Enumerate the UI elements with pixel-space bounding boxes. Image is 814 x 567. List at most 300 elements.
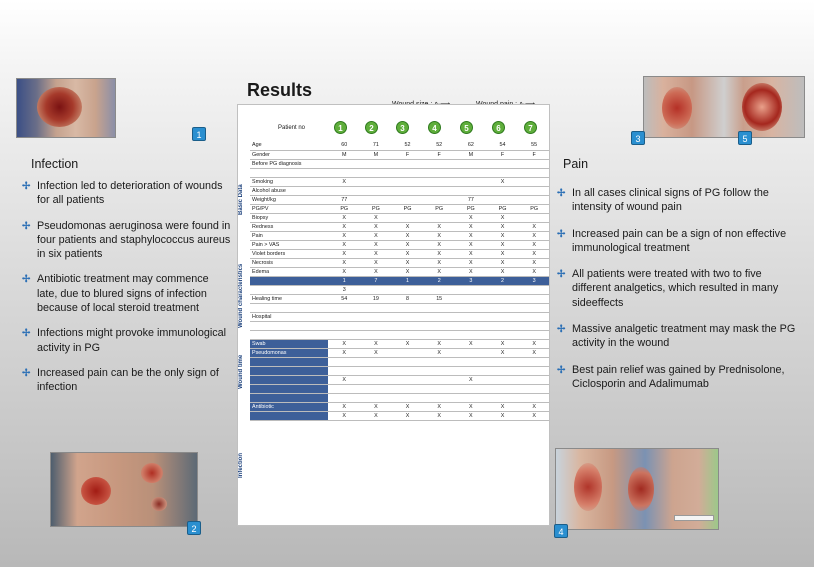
- wound-photo-3: [643, 76, 805, 138]
- table-cell: [487, 393, 519, 402]
- table-row: [250, 303, 550, 312]
- table-row-label: Redness: [250, 222, 328, 231]
- table-cell: [328, 312, 360, 321]
- pain-bullet-text: In all cases clinical signs of PG follow the intensity of wound pain: [572, 187, 769, 214]
- table-cell: X: [518, 240, 550, 249]
- table-cell: X: [423, 267, 455, 276]
- table-cell: [392, 384, 424, 393]
- table-cell: 55: [518, 141, 550, 150]
- table-cell: X: [423, 348, 455, 357]
- table-cell: PG: [518, 204, 550, 213]
- plus-bullet-icon: ✢: [557, 269, 566, 281]
- table-row-label: Alcohol abuse: [250, 186, 328, 195]
- table-row: [250, 258, 550, 267]
- table-cell: X: [487, 402, 519, 411]
- table-row: [250, 294, 550, 303]
- table-row: [250, 402, 550, 411]
- table-row: [250, 366, 550, 375]
- table-row-label: Pain: [250, 231, 328, 240]
- table-cell: 2: [487, 276, 519, 285]
- table-row: [250, 213, 550, 222]
- table-cell: [518, 195, 550, 204]
- table-cell: M: [455, 150, 487, 159]
- table-cell: 52: [423, 141, 455, 150]
- table-cell: [423, 321, 455, 330]
- table-row: [250, 240, 550, 249]
- table-row: [250, 393, 550, 402]
- table-cell: [487, 159, 519, 168]
- table-cell: 3: [518, 276, 550, 285]
- table-cell: [392, 159, 424, 168]
- table-cell: F: [392, 150, 424, 159]
- table-cell: X: [455, 375, 487, 384]
- table-cell: X: [487, 213, 519, 222]
- table-cell: [360, 159, 392, 168]
- table-cell: [423, 159, 455, 168]
- table-cell: X: [328, 240, 360, 249]
- table-cell: PG: [455, 204, 487, 213]
- table-cell: [392, 393, 424, 402]
- table-cell: X: [423, 258, 455, 267]
- table-cell: PG: [360, 204, 392, 213]
- table-cell: 7: [360, 276, 392, 285]
- table-row: [250, 177, 550, 186]
- table-cell: X: [518, 339, 550, 348]
- table-cell: X: [518, 258, 550, 267]
- table-cell: X: [518, 249, 550, 258]
- photo-badge-4: 4: [554, 524, 568, 538]
- table-cell: [487, 384, 519, 393]
- table-cell: X: [360, 240, 392, 249]
- table-cell: [423, 393, 455, 402]
- list-item: [557, 363, 797, 392]
- table-cell: [360, 303, 392, 312]
- table-cell: F: [487, 150, 519, 159]
- table-cell: 60: [328, 141, 360, 150]
- table-row-label: Hospital: [250, 312, 328, 321]
- table-cell: [455, 285, 487, 294]
- list-item: [22, 326, 232, 355]
- table-cell: X: [360, 222, 392, 231]
- table-cell: X: [328, 411, 360, 420]
- table-cell: X: [328, 231, 360, 240]
- section-wound-characteristics: Wound characteristics: [238, 263, 244, 329]
- table-cell: X: [487, 339, 519, 348]
- table-cell: [423, 303, 455, 312]
- table-cell: X: [518, 348, 550, 357]
- table-cell: [360, 168, 392, 177]
- table-row: [250, 159, 550, 168]
- table-row: [250, 312, 550, 321]
- plus-bullet-icon: ✢: [22, 274, 31, 286]
- table-cell: X: [328, 177, 360, 186]
- table-row: [250, 348, 550, 357]
- table-cell: [360, 375, 392, 384]
- pain-bullet-text: Massive analgetic treatment may mask the PG activity in the wound: [572, 323, 796, 350]
- table-cell: X: [392, 402, 424, 411]
- plus-bullet-icon: ✢: [557, 228, 566, 240]
- table-cell: [518, 186, 550, 195]
- list-item: [557, 227, 797, 256]
- table-cell: [518, 357, 550, 366]
- table-cell: X: [328, 375, 360, 384]
- table-cell: [487, 357, 519, 366]
- table-cell: 2: [423, 276, 455, 285]
- table-cell: [328, 384, 360, 393]
- patient-circle-3: 3: [396, 121, 409, 134]
- table-cell: X: [455, 258, 487, 267]
- table-row-label: [250, 384, 328, 393]
- table-cell: [423, 195, 455, 204]
- table-cell: 3: [455, 276, 487, 285]
- table-cell: 3: [328, 285, 360, 294]
- table-row-label: [250, 357, 328, 366]
- table-row-label: [250, 393, 328, 402]
- table-cell: [455, 303, 487, 312]
- table-row: [250, 411, 550, 420]
- infection-heading: Infection: [31, 157, 79, 171]
- wound-photo-4: [555, 448, 719, 530]
- table-row: [250, 186, 550, 195]
- table-cell: X: [328, 258, 360, 267]
- pain-bullet-list: [557, 186, 797, 391]
- table-cell: [392, 366, 424, 375]
- infection-bullet-text: Infection led to deterioration of wounds for all patients: [37, 180, 223, 207]
- table-cell: F: [518, 150, 550, 159]
- table-cell: X: [487, 240, 519, 249]
- table-row-label: Age: [250, 141, 328, 150]
- infection-bullet-text: Infections might provoke immunological activity in PG: [37, 327, 227, 354]
- photo-badge-5: 5: [738, 131, 752, 145]
- plus-bullet-icon: ✢: [22, 181, 31, 192]
- table-cell: X: [423, 339, 455, 348]
- table-cell: PG: [328, 204, 360, 213]
- table-cell: [487, 312, 519, 321]
- table-row-label: Edema: [250, 267, 328, 276]
- table-cell: X: [360, 402, 392, 411]
- pain-bullet-text: Best pain relief was gained by Prednisolone, Ciclosporin and Adalimumab: [572, 363, 785, 390]
- table-cell: X: [360, 231, 392, 240]
- table-cell: [518, 366, 550, 375]
- table-cell: [423, 366, 455, 375]
- table-cell: X: [518, 411, 550, 420]
- table-cell: X: [518, 402, 550, 411]
- table-cell: [423, 213, 455, 222]
- table-cell: X: [328, 213, 360, 222]
- table-cell: [392, 177, 424, 186]
- table-cell: [455, 393, 487, 402]
- table-cell: X: [392, 411, 424, 420]
- table-row-label: Healing time: [250, 294, 328, 303]
- table-cell: [518, 384, 550, 393]
- table-cell: 54: [328, 294, 360, 303]
- table-row: [250, 357, 550, 366]
- table-cell: [423, 285, 455, 294]
- table-row-label: Swab: [250, 339, 328, 348]
- table-cell: [455, 321, 487, 330]
- pain-bullet-text: Increased pain can be a sign of non effective immunological treatment: [572, 227, 787, 254]
- table-cell: X: [487, 222, 519, 231]
- photo-badge-3: 3: [631, 131, 645, 145]
- table-cell: [360, 330, 392, 339]
- table-cell: X: [487, 348, 519, 357]
- table-cell: X: [328, 348, 360, 357]
- list-item: [22, 219, 232, 262]
- table-cell: [360, 366, 392, 375]
- table-cell: [360, 393, 392, 402]
- infection-bullet-list: [22, 179, 232, 395]
- infection-bullet-text: Pseudomonas aeruginosa were found in four patients and staphylococcus aureus in six patients: [37, 219, 231, 261]
- table-cell: [392, 348, 424, 357]
- table-cell: X: [328, 267, 360, 276]
- photo-badge-2: 2: [187, 521, 201, 535]
- table-row-label: [250, 168, 328, 177]
- table-cell: X: [392, 240, 424, 249]
- table-cell: [328, 321, 360, 330]
- plus-bullet-icon: ✢: [22, 367, 31, 379]
- table-row: [250, 249, 550, 258]
- table-cell: X: [360, 213, 392, 222]
- list-item: [22, 272, 232, 315]
- list-item: [557, 267, 797, 310]
- table-cell: [487, 330, 519, 339]
- table-cell: X: [423, 249, 455, 258]
- table-row-label: Pseudomonas: [250, 348, 328, 357]
- table-row: [250, 222, 550, 231]
- table-cell: [328, 393, 360, 402]
- table-cell: X: [328, 402, 360, 411]
- table-cell: [518, 177, 550, 186]
- table-cell: X: [423, 222, 455, 231]
- table-row-label: [250, 321, 328, 330]
- infection-bullet-text: Antibiotic treatment may commence late, due to blured signs of infection because of local steroid treatment: [37, 273, 209, 315]
- patient-circle-7: 7: [524, 121, 537, 134]
- table-cell: PG: [487, 204, 519, 213]
- table-cell: [392, 303, 424, 312]
- table-cell: X: [423, 240, 455, 249]
- patient-circle-4: 4: [428, 121, 441, 134]
- table-cell: [487, 294, 519, 303]
- plus-bullet-icon: ✢: [22, 328, 31, 340]
- photo-badge-1: 1: [192, 127, 206, 141]
- table-cell: [392, 312, 424, 321]
- plus-bullet-icon: ✢: [557, 324, 566, 336]
- table-cell: [328, 366, 360, 375]
- table-cell: X: [455, 339, 487, 348]
- table-cell: [392, 213, 424, 222]
- table-cell: [455, 330, 487, 339]
- table-cell: X: [455, 249, 487, 258]
- table-header-label: Patient no: [278, 125, 306, 131]
- table-cell: [487, 195, 519, 204]
- table-cell: X: [328, 249, 360, 258]
- table-cell: X: [487, 231, 519, 240]
- table-cell: X: [455, 222, 487, 231]
- table-row: [250, 267, 550, 276]
- table-cell: [328, 168, 360, 177]
- table-row: [250, 285, 550, 294]
- table-cell: M: [360, 150, 392, 159]
- list-item: [557, 186, 797, 215]
- table-cell: [455, 348, 487, 357]
- table-cell: 1: [328, 276, 360, 285]
- list-item: [557, 322, 797, 351]
- table-cell: [455, 177, 487, 186]
- table-cell: [455, 186, 487, 195]
- table-cell: PG: [423, 204, 455, 213]
- table-cell: [328, 159, 360, 168]
- table-row-label: [250, 276, 328, 285]
- table-row: [250, 231, 550, 240]
- table-cell: X: [518, 222, 550, 231]
- table-cell: [423, 312, 455, 321]
- table-cell: [455, 294, 487, 303]
- section-infection: Infection: [238, 453, 244, 479]
- table-cell: [360, 186, 392, 195]
- table-cell: [455, 357, 487, 366]
- table-cell: [360, 384, 392, 393]
- table-cell: [518, 213, 550, 222]
- table-cell: [518, 285, 550, 294]
- table-row-label: [250, 411, 328, 420]
- table-cell: [455, 159, 487, 168]
- table-cell: X: [455, 213, 487, 222]
- table-row-label: Violet borders: [250, 249, 328, 258]
- plus-bullet-icon: ✢: [557, 188, 566, 199]
- list-item: [22, 179, 232, 208]
- table-row: [250, 375, 550, 384]
- table-cell: [455, 168, 487, 177]
- table-row-label: Before PG diagnosis: [250, 159, 328, 168]
- table-cell: X: [392, 267, 424, 276]
- table-cell: [423, 186, 455, 195]
- table-row: [250, 168, 550, 177]
- table-cell: X: [360, 348, 392, 357]
- table-cell: [328, 330, 360, 339]
- table-row: [250, 321, 550, 330]
- table-cell: [518, 330, 550, 339]
- table-cell: X: [360, 411, 392, 420]
- table-cell: F: [423, 150, 455, 159]
- table-cell: 62: [455, 141, 487, 150]
- table-row-label: Antibiotic: [250, 402, 328, 411]
- table-cell: 71: [360, 141, 392, 150]
- wound-photo-2: [50, 452, 198, 527]
- table-row-label: Pain > VAS: [250, 240, 328, 249]
- table-cell: [392, 375, 424, 384]
- table-cell: [392, 195, 424, 204]
- table-cell: [392, 357, 424, 366]
- table-cell: [518, 168, 550, 177]
- table-cell: X: [487, 249, 519, 258]
- table-row: [250, 330, 550, 339]
- table-cell: [518, 294, 550, 303]
- table-cell: X: [487, 411, 519, 420]
- plus-bullet-icon: ✢: [557, 364, 566, 376]
- table-cell: [518, 375, 550, 384]
- table-cell: 77: [328, 195, 360, 204]
- table-cell: [423, 168, 455, 177]
- table-cell: [487, 303, 519, 312]
- table-cell: 77: [455, 195, 487, 204]
- table-cell: [487, 168, 519, 177]
- table-row-label: [250, 366, 328, 375]
- table-cell: M: [328, 150, 360, 159]
- table-cell: [360, 312, 392, 321]
- list-item: [22, 366, 232, 395]
- table-cell: [360, 177, 392, 186]
- table-cell: X: [518, 231, 550, 240]
- table-cell: [455, 312, 487, 321]
- section-basic-data: Basic Data: [238, 184, 244, 216]
- table-cell: [423, 177, 455, 186]
- table-row-label: Necrosis: [250, 258, 328, 267]
- patient-circle-5: 5: [460, 121, 473, 134]
- table-cell: [392, 285, 424, 294]
- table-cell: X: [455, 411, 487, 420]
- patient-circle-1: 1: [334, 121, 347, 134]
- table-cell: X: [487, 177, 519, 186]
- table-cell: X: [360, 249, 392, 258]
- table-row: [250, 150, 550, 159]
- table-cell: [518, 159, 550, 168]
- table-cell: X: [360, 339, 392, 348]
- table-cell: X: [328, 222, 360, 231]
- table-cell: X: [392, 258, 424, 267]
- patient-data-table: [237, 104, 550, 526]
- table-row-label: Smoking: [250, 177, 328, 186]
- table-cell: X: [392, 339, 424, 348]
- table-cell: [360, 321, 392, 330]
- table-cell: [392, 186, 424, 195]
- table-row-label: Weight/kg: [250, 195, 328, 204]
- table-row: [250, 384, 550, 393]
- table-cell: X: [487, 258, 519, 267]
- table-cell: [423, 357, 455, 366]
- table-cell: [328, 186, 360, 195]
- table-cell: [487, 186, 519, 195]
- table-cell: 54: [487, 141, 519, 150]
- section-wound-time: Wound time: [238, 354, 244, 390]
- table-row-label: Gender: [250, 150, 328, 159]
- slide-title: Results: [247, 80, 313, 100]
- table-cell: [423, 384, 455, 393]
- table-cell: X: [360, 267, 392, 276]
- table-row-label: PG/PV: [250, 204, 328, 213]
- table-cell: 19: [360, 294, 392, 303]
- table-cell: [487, 285, 519, 294]
- table-cell: [518, 312, 550, 321]
- table-cell: X: [392, 222, 424, 231]
- table-cell: [360, 357, 392, 366]
- table-cell: [328, 357, 360, 366]
- table-cell: X: [360, 258, 392, 267]
- table-cell: [518, 321, 550, 330]
- table-cell: [392, 330, 424, 339]
- table-row: [250, 339, 550, 348]
- table-cell: PG: [392, 204, 424, 213]
- table-cell: X: [392, 231, 424, 240]
- table-cell: X: [455, 231, 487, 240]
- table-cell: X: [423, 402, 455, 411]
- table-row-label: [250, 330, 328, 339]
- table-cell: [455, 366, 487, 375]
- table-cell: X: [392, 249, 424, 258]
- pain-bullet-text: All patients were treated with two to five different analgetics, which resulted in many sideeffects: [572, 268, 779, 309]
- table-cell: [487, 321, 519, 330]
- table-row: [250, 276, 550, 285]
- wound-photo-1: [16, 78, 116, 138]
